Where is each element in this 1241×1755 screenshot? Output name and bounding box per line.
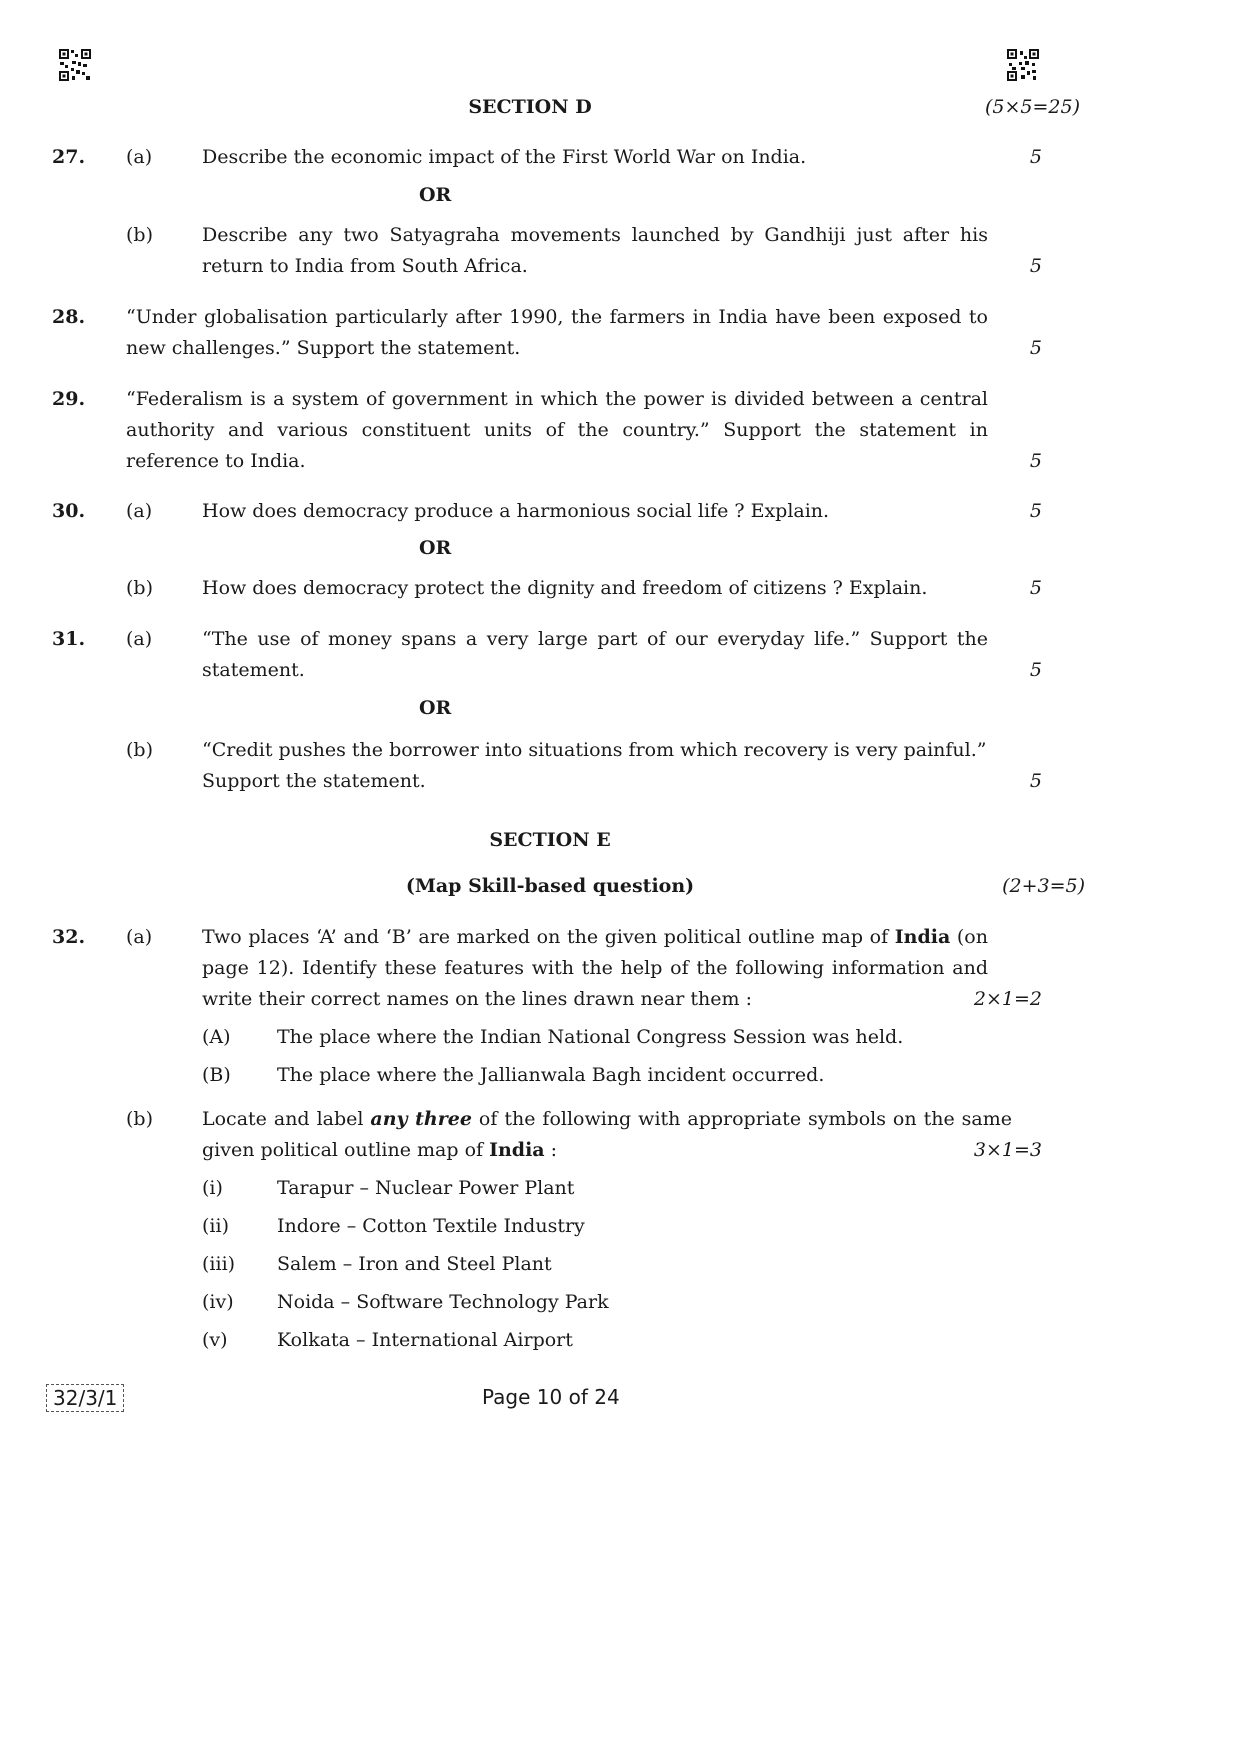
question-31b-line1: “Credit pushes the borrower into situations from which recovery is very painful.” (202, 739, 987, 761)
question-32b-item-ii-text: Indore – Cotton Textile Industry (277, 1215, 585, 1237)
qr-code-left (58, 48, 92, 82)
question-32b-item-i-text: Tarapur – Nuclear Power Plant (277, 1177, 575, 1199)
question-32b-line1: Locate and label any three of the following with appropriate symbols on the same (202, 1108, 1012, 1130)
section-e-marks: (2+3=5) (1002, 875, 1085, 897)
question-32b-item-v-text: Kolkata – International Airport (277, 1329, 573, 1351)
question-31a-line1: “The use of money spans a very large part of our everyday life.” Support the (202, 628, 988, 650)
question-28-line1: “Under globalisation particularly after 1990, the farmers in India have been exposed to (126, 306, 988, 328)
qr-code-right (1006, 48, 1040, 82)
question-32b-marks: 3×1=3 (973, 1139, 1042, 1161)
question-29-marks: 5 (1029, 450, 1042, 472)
question-27a-text: Describe the economic impact of the First World War on India. (202, 146, 807, 168)
section-d-title: SECTION D (468, 96, 592, 118)
question-28-line2: new challenges.” Support the statement. (126, 337, 521, 359)
question-31-or: OR (419, 697, 452, 719)
question-32a-label: (a) (126, 926, 153, 948)
question-32b-item-v-label: (v) (202, 1329, 228, 1351)
question-31a-label: (a) (126, 628, 153, 650)
question-30b-marks: 5 (1029, 577, 1042, 599)
question-28-marks: 5 (1029, 337, 1042, 359)
question-27b-line1: Describe any two Satyagraha movements launched by Gandhiji just after his (202, 224, 988, 246)
question-27b-label: (b) (126, 224, 153, 246)
question-32a-line2: page 12). Identify these features with the help of the following information and (202, 957, 988, 979)
question-29-line1: “Federalism is a system of government in which the power is divided between a central (126, 388, 988, 410)
question-32a-line1: Two places ‘A’ and ‘B’ are marked on the given political outline map of India (on (202, 926, 988, 948)
question-32b-item-iv-text: Noida – Software Technology Park (277, 1291, 609, 1313)
question-30a-text: How does democracy produce a harmonious social life ? Explain. (202, 500, 830, 522)
question-27a-label: (a) (126, 146, 153, 168)
page-number: Page 10 of 24 (482, 1385, 620, 1409)
question-27a-marks: 5 (1029, 146, 1042, 168)
question-27b-marks: 5 (1029, 255, 1042, 277)
question-29-number: 29. (52, 388, 86, 410)
question-30-number: 30. (52, 500, 86, 522)
section-e-title: SECTION E (489, 829, 611, 851)
question-27-number: 27. (52, 146, 86, 168)
question-31b-marks: 5 (1029, 770, 1042, 792)
question-32a-marks: 2×1=2 (973, 988, 1042, 1010)
question-32b-label: (b) (126, 1108, 153, 1130)
section-d-marks: (5×5=25) (984, 96, 1080, 118)
question-30a-marks: 5 (1029, 500, 1042, 522)
question-32b-item-iii-label: (iii) (202, 1253, 236, 1275)
question-32b-item-iv-label: (iv) (202, 1291, 234, 1313)
question-28-number: 28. (52, 306, 86, 328)
question-32a-line3: write their correct names on the lines drawn near them : (202, 988, 752, 1010)
question-31a-marks: 5 (1029, 659, 1042, 681)
question-29-line3: reference to India. (126, 450, 306, 472)
question-32a-item-B-label: (B) (202, 1064, 231, 1086)
question-30b-label: (b) (126, 577, 153, 599)
paper-code: 32/3/1 (46, 1384, 124, 1412)
question-29-line2: authority and various constituent units of the country.” Support the statement in (126, 419, 988, 441)
question-32a-item-B-text: The place where the Jallianwala Bagh incident occurred. (277, 1064, 825, 1086)
question-32-number: 32. (52, 926, 86, 948)
question-30a-label: (a) (126, 500, 153, 522)
question-32a-item-A-text: The place where the Indian National Congress Session was held. (277, 1026, 904, 1048)
question-31a-line2: statement. (202, 659, 305, 681)
question-32b-item-iii-text: Salem – Iron and Steel Plant (277, 1253, 552, 1275)
question-30-or: OR (419, 537, 452, 559)
question-32b-line2: given political outline map of India : (202, 1139, 558, 1161)
question-32a-item-A-label: (A) (202, 1026, 231, 1048)
question-27-or: OR (419, 184, 452, 206)
question-31b-label: (b) (126, 739, 153, 761)
section-e-subtitle: (Map Skill-based question) (405, 875, 695, 897)
question-32b-item-i-label: (i) (202, 1177, 223, 1199)
question-27b-line2: return to India from South Africa. (202, 255, 528, 277)
question-31-number: 31. (52, 628, 86, 650)
question-32b-item-ii-label: (ii) (202, 1215, 229, 1237)
question-31b-line2: Support the statement. (202, 770, 426, 792)
question-30b-text: How does democracy protect the dignity and freedom of citizens ? Explain. (202, 577, 928, 599)
